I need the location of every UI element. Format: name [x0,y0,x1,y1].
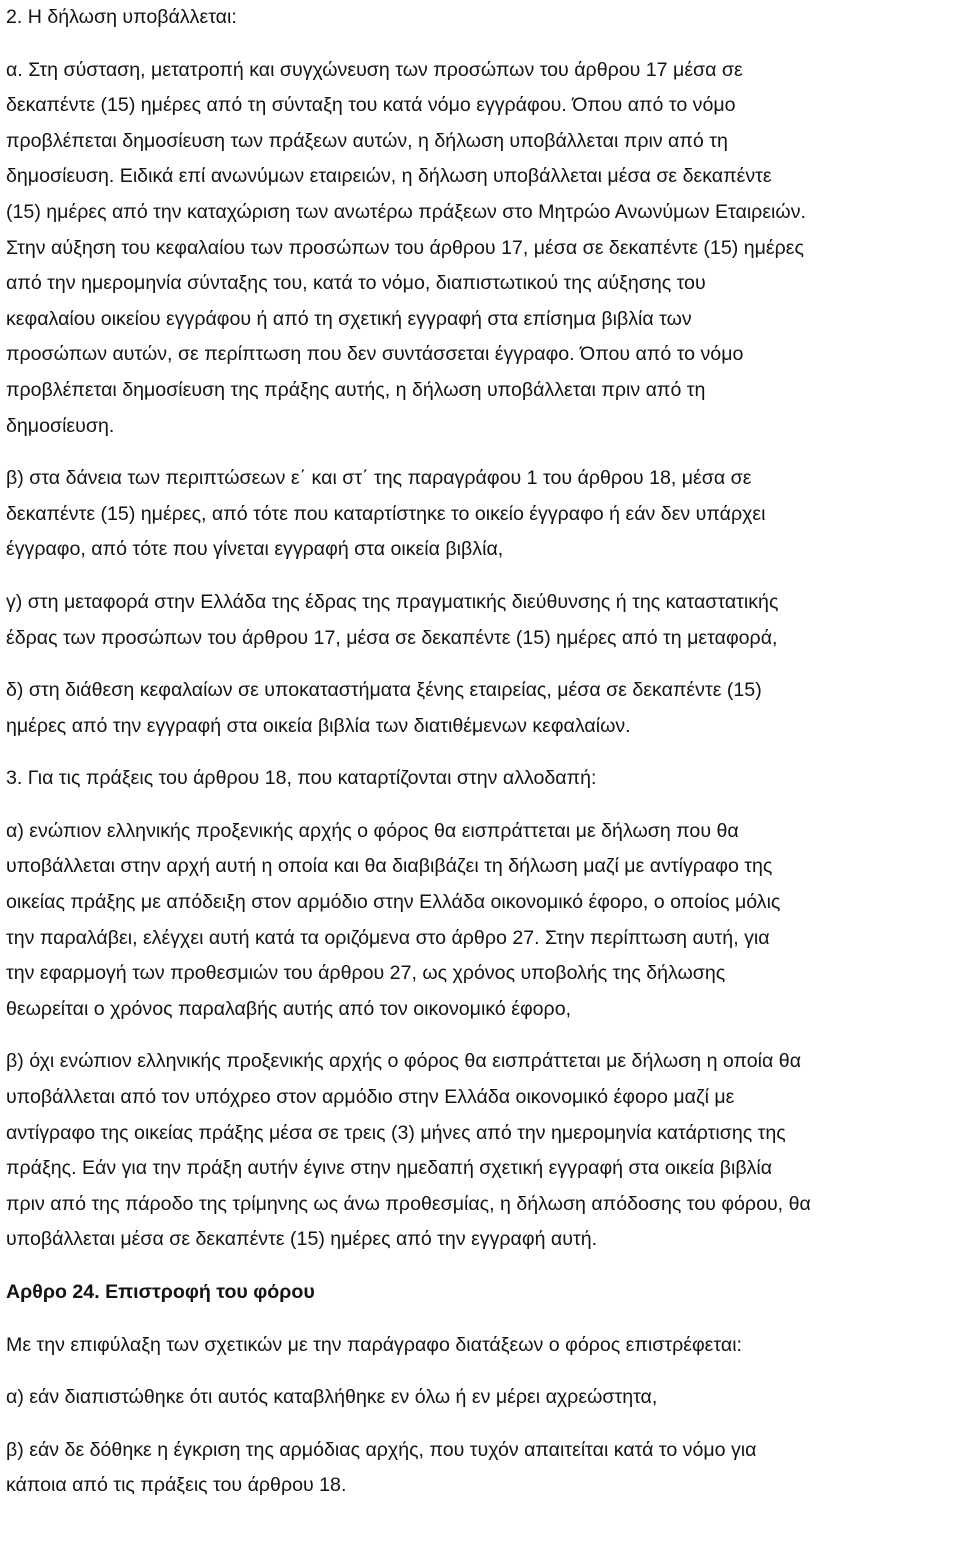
text-line: την εφαρμογή των προθεσμιών του άρθρου 27, ως χρόνος υποβολής της δήλωσης [6,962,726,985]
text-line: προσώπων αυτών, σε περίπτωση που δεν συντάσσεται έγγραφο. Όπου από το νόμο [6,343,744,366]
text-line: αντίγραφο της οικείας πράξης μέσα σε τρεις (3) μήνες από την ημερομηνία κατάρτισης της [6,1121,786,1144]
text-line: δ) στη διάθεση κεφαλαίων σε υποκαταστήματα ξένης εταιρείας, μέσα σε δεκαπέντε (15) [6,679,762,702]
text-line: α) ενώπιον ελληνικής προξενικής αρχής ο φόρος θα εισπράττεται με δήλωση που θα [6,819,739,842]
text-line: 2. Η δήλωση υποβάλλεται: [6,6,237,28]
text-line: α) εάν διαπιστώθηκε ότι αυτός καταβλήθηκε εν όλω ή εν μέρει αχρεώστητα, [6,1386,658,1409]
document-body [6,0,956,1521]
text-line: θεωρείται ο χρόνος παραλαβής αυτής από τον οικονομικό έφορο, [6,997,572,1020]
section-3-item-a [6,814,956,1028]
section-2-item-a [6,53,956,445]
section-2-heading [6,0,956,36]
text-line: δημοσίευση. [6,414,115,437]
text-line: έδρας των προσώπων του άρθρου 17, μέσα σε δεκαπέντε (15) ημέρες από τη μεταφορά, [6,626,778,649]
article-24-intro [6,1328,956,1364]
article-24-item-a [6,1380,956,1416]
text-line: έγγραφο, από τότε που γίνεται εγγραφή στα οικεία βιβλία, [6,538,504,561]
text-line: δημοσίευση. Ειδικά επί ανωνύμων εταιρειών, η δήλωση υποβάλλεται μέσα σε δεκαπέντε [6,165,772,188]
section-2-item-c [6,585,956,656]
text-line: α. Στη σύσταση, μετατροπή και συγχώνευση των προσώπων του άρθρου 17 μέσα σε [6,58,743,81]
text-line: πράξης. Εάν για την πράξη αυτήν έγινε στην ημεδαπή σχετική εγγραφή στα οικεία βιβλία [6,1157,773,1180]
text-line: υποβάλλεται στην αρχή αυτή η οποία και θα διαβιβάζει τη δήλωση μαζί με αντίγραφο της [6,855,773,878]
text-line: β) όχι ενώπιον ελληνικής προξενικής αρχής ο φόρος θα εισπράττεται με δήλωση η οποία θα [6,1050,802,1073]
text-line: β) στα δάνεια των περιπτώσεων ε΄ και στ΄ της παραγράφου 1 του άρθρου 18, μέσα σε [6,467,752,490]
text-line: ημέρες από την εγγραφή στα οικεία βιβλία των διατιθέμενων κεφαλαίων. [6,714,631,737]
article-24-item-b [6,1433,956,1504]
article-24-heading [6,1275,956,1311]
text-line: 3. Για τις πράξεις του άρθρου 18, που καταρτίζονται στην αλλοδαπή: [6,767,597,790]
text-line: (15) ημέρες από την καταχώριση των ανωτέρω πράξεων στο Μητρώο Ανωνύμων Εταιρειών. [6,200,806,223]
section-3-item-b [6,1044,956,1258]
section-3-heading [6,761,956,797]
text-line: Αρθρο 24. Επιστροφή του φόρου [6,1281,315,1303]
text-line: Με την επιφύλαξη των σχετικών με την παράγραφο διατάξεων ο φόρος επιστρέφεται: [6,1333,742,1356]
text-line: γ) στη μεταφορά στην Ελλάδα της έδρας της πραγματικής διεύθυνσης ή της καταστατικής [6,590,779,613]
text-line: κεφαλαίου οικείου εγγράφου ή από τη σχετική εγγραφή στα επίσημα βιβλία των [6,307,692,330]
text-line: προβλέπεται δημοσίευση των πράξεων αυτών, η δήλωση υποβάλλεται πριν από τη [6,129,728,152]
text-line: Στην αύξηση του κεφαλαίου των προσώπων του άρθρου 17, μέσα σε δεκαπέντε (15) ημέρες [6,236,804,259]
section-2-item-b [6,461,956,568]
text-line: β) εάν δε δόθηκε η έγκριση της αρμόδιας αρχής, που τυχόν απαιτείται κατά το νόμο για [6,1438,757,1461]
text-line: προβλέπεται δημοσίευση της πράξης αυτής, η δήλωση υποβάλλεται πριν από τη [6,378,706,401]
text-line: από την ημερομηνία σύνταξης του, κατά το νόμο, διαπιστωτικού της αύξησης του [6,272,706,295]
text-line: δεκαπέντε (15) ημέρες, από τότε που καταρτίστηκε το οικείο έγγραφο ή εάν δεν υπάρχει [6,502,766,525]
text-line: κάποια από τις πράξεις του άρθρου 18. [6,1474,347,1497]
text-line: οικείας πράξης με απόδειξη στον αρμόδιο στην Ελλάδα οικονομικό έφορο, ο οποίος μόλις [6,891,781,914]
text-line: την παραλάβει, ελέγχει αυτή κατά τα οριζόμενα στο άρθρο 27. Στην περίπτωση αυτή, για [6,926,770,949]
text-line: πριν από της πάροδο της τρίμηνης ως άνω προθεσμίας, η δήλωση απόδοσης του φόρου, θα [6,1192,811,1215]
text-line: υποβάλλεται μέσα σε δεκαπέντε (15) ημέρες από την εγγραφή αυτή. [6,1228,598,1251]
text-line: υποβάλλεται από τον υπόχρεο στον αρμόδιο στην Ελλάδα οικονομικό έφορο μαζί με [6,1086,735,1109]
text-line: δεκαπέντε (15) ημέρες από τη σύνταξη του κατά νόμο εγγράφου. Όπου από το νόμο [6,94,736,117]
section-2-item-d [6,673,956,744]
